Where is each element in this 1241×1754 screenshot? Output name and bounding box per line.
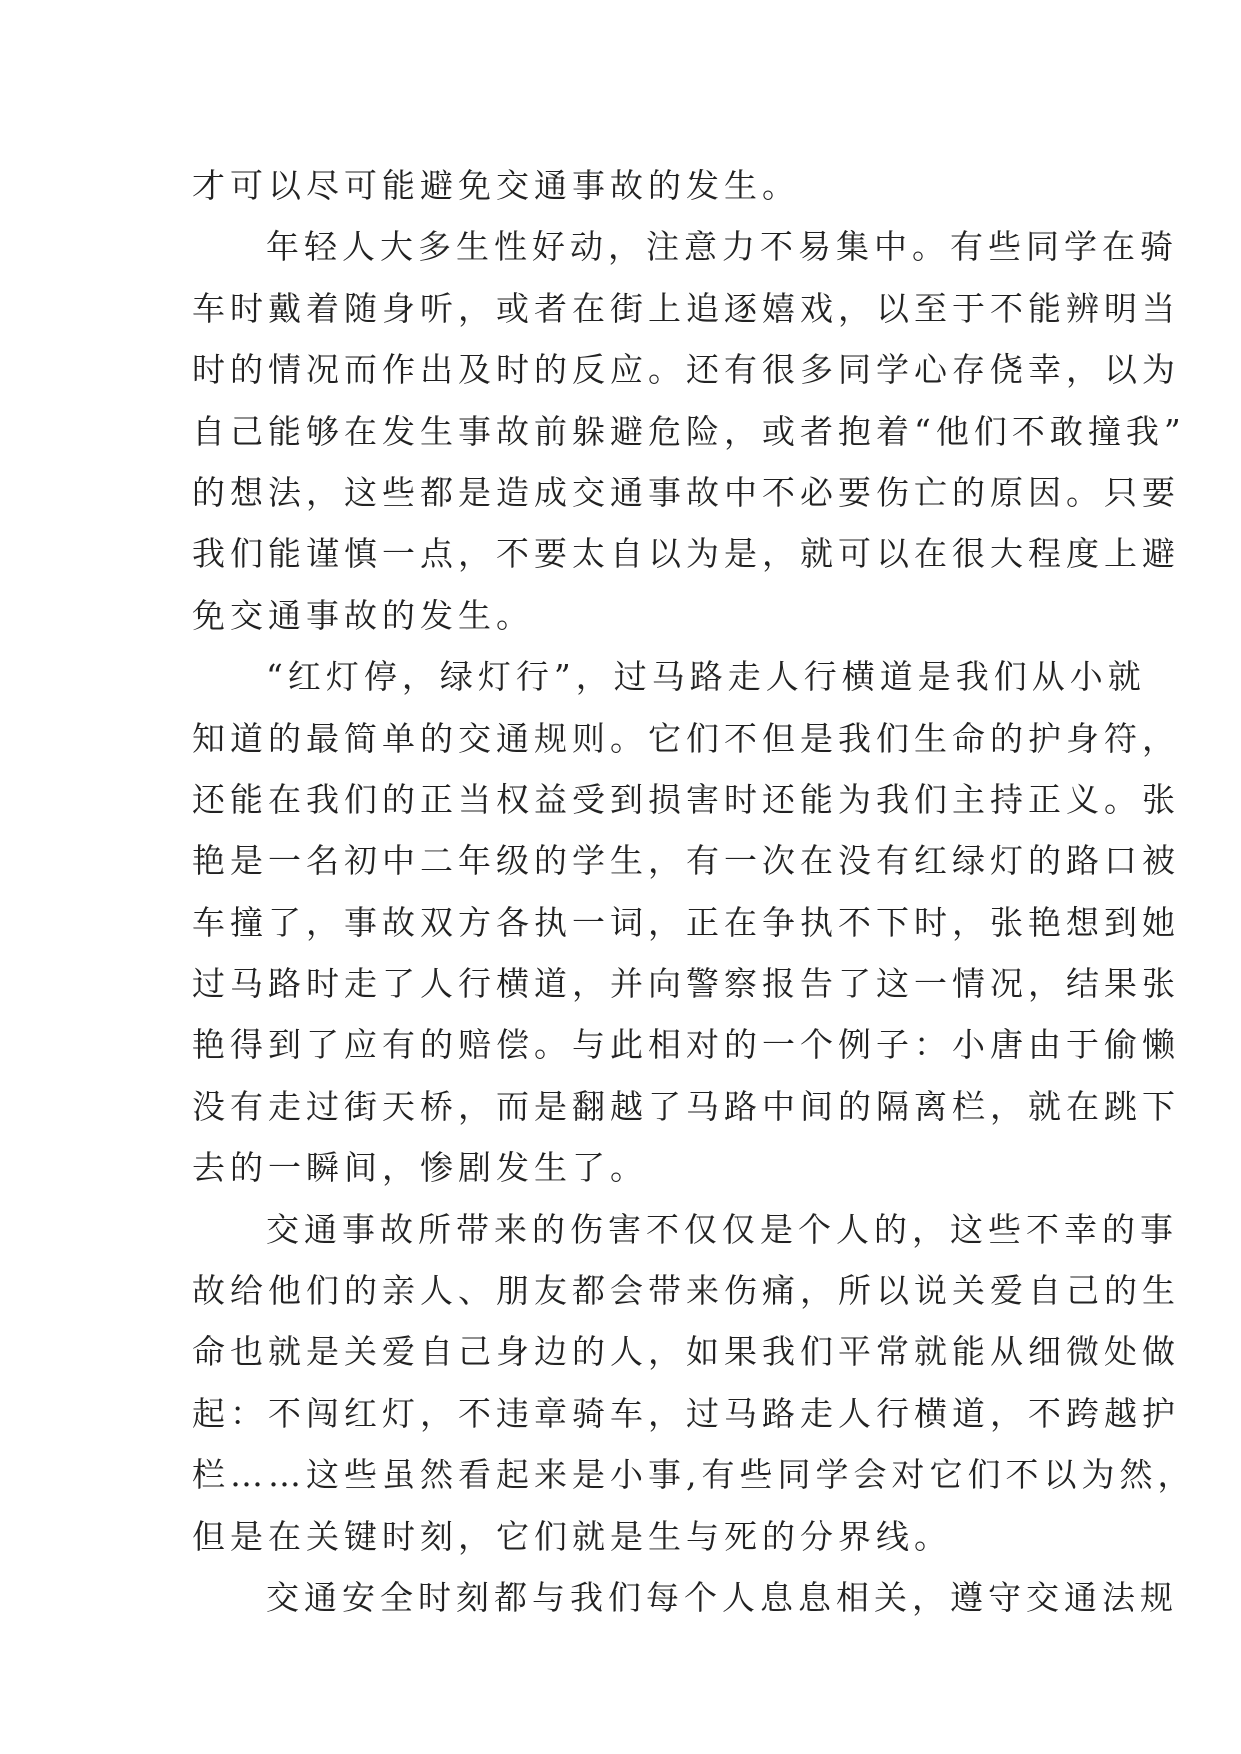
text-line: 的想法，这些都是造成交通事故中不必要伤亡的原因。只要 (192, 472, 1180, 512)
text-line: 知道的最简单的交通规则。它们不但是我们生命的护身符， (192, 718, 1180, 758)
text-line: 才可以尽可能避免交通事故的发生。 (192, 166, 800, 205)
text-line: 栏……这些虽然看起来是小事,有些同学会对它们不以为然， (192, 1455, 1196, 1495)
text-line: 时的情况而作出及时的反应。还有很多同学心存侥幸，以为 (192, 350, 1180, 390)
paragraph-start-line: 交通安全时刻都与我们每个人息息相关，遵守交通法规 (266, 1577, 1178, 1617)
text-line: 艳是一名初中二年级的学生，有一次在没有红绿灯的路口被 (192, 841, 1180, 881)
text-line: 去的一瞬间，惨剧发生了。 (192, 1148, 648, 1188)
text-line: 自己能够在发生事故前躲避危险，或者抱着“他们不敢撞我” (192, 411, 1186, 451)
text-line: 但是在关键时刻，它们就是生与死的分界线。 (192, 1516, 952, 1556)
paragraph-start-line: 年轻人大多生性好动，注意力不易集中。有些同学在骑 (266, 227, 1178, 267)
text-line: 我们能谨慎一点，不要太自以为是，就可以在很大程度上避 (192, 534, 1180, 574)
text-line: 车撞了，事故双方各执一词，正在争执不下时，张艳想到她 (192, 902, 1180, 942)
text-line: 车时戴着随身听，或者在街上追逐嬉戏，以至于不能辨明当 (192, 288, 1180, 328)
text-line: 还能在我们的正当权益受到损害时还能为我们主持正义。张 (192, 779, 1180, 819)
paragraph-start-line: 交通事故所带来的伤害不仅仅是个人的，这些不幸的事 (266, 1209, 1178, 1249)
text-line: 故给他们的亲人、朋友都会带来伤痛，所以说关爱自己的生 (192, 1271, 1180, 1311)
paragraph-start-line: “红灯停，绿灯行”，过马路走人行横道是我们从小就 (266, 657, 1146, 697)
text-line: 过马路时走了人行横道，并向警察报告了这一情况，结果张 (192, 964, 1180, 1004)
text-line: 没有走过街天桥，而是翻越了马路中间的隔离栏，就在跳下 (192, 1086, 1180, 1126)
text-line: 起：不闯红灯，不违章骑车，过马路走人行横道，不跨越护 (192, 1393, 1180, 1433)
text-line: 免交通事故的发生。 (192, 595, 534, 635)
body-text (192, 155, 1196, 1628)
text-line: 命也就是关爱自己身边的人，如果我们平常就能从细微处做 (192, 1332, 1180, 1372)
text-line: 艳得到了应有的赔偿。与此相对的一个例子：小唐由于偷懒 (192, 1025, 1180, 1065)
